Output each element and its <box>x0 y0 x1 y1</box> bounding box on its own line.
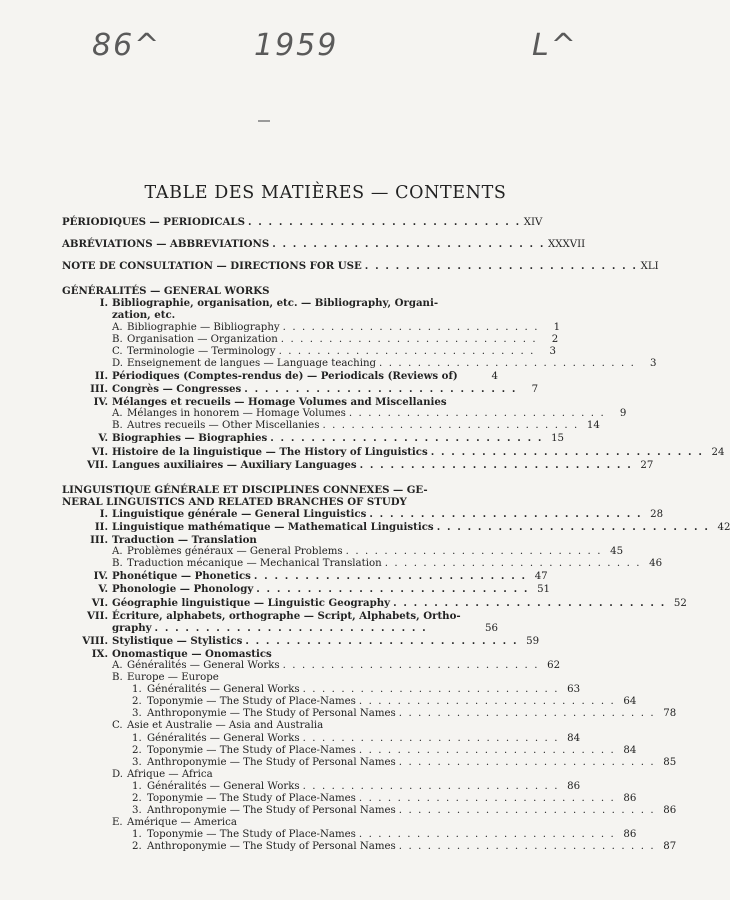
toc-entry-label: Anthroponymie — The Study of Personal Names <box>147 756 396 768</box>
toc-entry[interactable]: VI. Histoire de la linguistique — The History of Linguistics . . . . . . . . . . . . . . . . . . . . . . . . . . . 24 <box>91 445 725 458</box>
toc-subentry[interactable]: C. Asie et Australie — Asia and Australia <box>112 720 324 732</box>
toc-page-number: 59 <box>526 635 540 647</box>
toc-entry-continuation: zation, etc. <box>112 309 176 322</box>
toc-subsubentry[interactable]: 1. Généralités — General Works . . . . . . . . . . . . . . . . . . . . . . . . . . . 63 <box>132 684 581 696</box>
toc-entry-label: Mélanges in honorem — Homage Volumes <box>127 408 346 420</box>
toc-subsubentry[interactable]: 2. Toponymie — The Study of Place-Names . . . . . . . . . . . . . . . . . . . . . . . . . . . 64 <box>132 696 637 708</box>
toc-entry-label: Généralités — General Works <box>147 684 300 696</box>
toc-subentry[interactable]: B. Europe — Europe <box>112 672 219 684</box>
toc-page-number: 1 <box>553 321 561 333</box>
toc-subsubentry[interactable]: 3. Anthroponymie — The Study of Personal Names . . . . . . . . . . . . . . . . . . . . . . . . . . . 78 <box>132 708 677 720</box>
toc-entry-label: ABRÉVIATIONS — ABBREVIATIONS <box>62 238 270 251</box>
toc-entry[interactable]: VI. Géographie linguistique — Linguistic Geography . . . . . . . . . . . . . . . . . . . . . . . . . . . 52 <box>91 596 687 609</box>
toc-entry-continuation[interactable]: graphy . . . . . . . . . . . . . . . . . . . . . . . . . . . 56 <box>112 621 498 634</box>
toc-entry-label: Congrès — Congresses <box>112 383 242 396</box>
leader-dots: . . . . . . . . . . . . . . . . . . . . . . . . . . . <box>302 732 560 744</box>
toc-entry[interactable]: IV. Mélanges et recueils — Homage Volumes and Miscellanies <box>93 396 447 409</box>
leader-dots: . . . . . . . . . . . . . . . . . . . . . . . . . . . <box>282 321 540 333</box>
toc-entry-label: Europe — Europe <box>127 672 219 684</box>
toc-subentry[interactable]: B. Autres recueils — Other Miscellanies . . . . . . . . . . . . . . . . . . . . . . . . . . . 14 <box>112 420 600 432</box>
toc-entry-label: Périodiques (Comptes-rendus de) — Periodicals (Reviews of) <box>112 369 458 382</box>
toc-page-number: 15 <box>551 433 565 445</box>
toc-subentry[interactable]: E. Amérique — America <box>112 817 237 829</box>
toc-page-number: 86 <box>623 829 637 841</box>
toc-entry-label: Traduction mécanique — Mechanical Translation <box>127 558 382 570</box>
handwritten-note-left: 86^ <box>92 28 162 63</box>
table-of-contents <box>62 216 730 854</box>
leader-dots: . . . . . . . . . . . . . . . . . . . . . . . . . . . <box>154 621 428 634</box>
toc-subentry[interactable]: C. Terminologie — Terminology . . . . . . . . . . . . . . . . . . . . . . . . . . . 3 <box>112 345 556 357</box>
leader-dots: . . . . . . . . . . . . . . . . . . . . . . . . . . . <box>345 546 603 558</box>
leader-dots: . . . . . . . . . . . . . . . . . . . . . . . . . . . <box>393 596 666 609</box>
toc-entry-directions[interactable] <box>62 260 659 273</box>
leader-dots: . . . . . . . . . . . . . . . . . . . . . . . . . . . <box>436 520 710 533</box>
toc-subentry[interactable]: B. Traduction mécanique — Mechanical Translation . . . . . . . . . . . . . . . . . . . . . . . . . . . 46 <box>112 558 663 570</box>
toc-entry-label: Mélanges et recueils — Homage Volumes and Miscellanies <box>112 396 447 409</box>
leader-dots: . . . . . . . . . . . . . . . . . . . . . . . . . . . <box>322 420 579 432</box>
toc-entry-label: Histoire de la linguistique — The History of Linguistics <box>112 445 428 458</box>
toc-entry[interactable]: II. Périodiques (Comptes-rendus de) — Periodicals (Reviews of) 4 <box>94 369 498 382</box>
leader-dots: . . . . . . . . . . . . . . . . . . . . . . . . . . . <box>430 445 704 458</box>
toc-entry-label: Toponymie — The Study of Place-Names <box>147 829 356 841</box>
leader-dots: . . . . . . . . . . . . . . . . . . . . . . . . . . . <box>398 841 656 853</box>
section-heading-general-works: GÉNÉRALITÉS — GENERAL WORKS <box>62 285 270 298</box>
leader-dots: . . . . . . . . . . . . . . . . . . . . . . . . . . . <box>348 408 606 420</box>
toc-entry-label: Phonologie — Phonology <box>112 583 254 596</box>
toc-entry-label: Écriture, alphabets, orthographe — Script, Alphabets, Ortho- <box>112 609 461 622</box>
toc-subentry[interactable]: D. Afrique — Africa <box>112 768 213 780</box>
toc-entry-label: Autres recueils — Other Miscellanies <box>127 420 320 432</box>
toc-page-number: XLI <box>640 261 659 273</box>
toc-page-number: 86 <box>663 805 677 817</box>
toc-subentry[interactable]: A. Généralités — General Works . . . . . . . . . . . . . . . . . . . . . . . . . . . 62 <box>112 660 561 671</box>
toc-subentry[interactable]: A. Bibliographie — Bibliography . . . . . . . . . . . . . . . . . . . . . . . . . . . 1 <box>112 321 561 333</box>
toc-entry[interactable]: VIII. Stylistique — Stylistics . . . . . . . . . . . . . . . . . . . . . . . . . . . 59 <box>82 634 540 647</box>
toc-page-number: 56 <box>485 622 498 634</box>
toc-subsubentry[interactable]: 2. Toponymie — The Study of Place-Names . . . . . . . . . . . . . . . . . . . . . . . . . . . 86 <box>132 793 637 805</box>
toc-entry[interactable]: III. Congrès — Congresses . . . . . . . . . . . . . . . . . . . . . . . . . . . 7 <box>90 383 539 396</box>
leader-dots: . . . . . . . . . . . . . . . . . . . . . . . . . . . <box>379 357 636 369</box>
toc-entry-label: Géographie linguistique — Linguistic Geography <box>112 596 391 609</box>
toc-subsubentry[interactable]: 2. Toponymie — The Study of Place-Names . . . . . . . . . . . . . . . . . . . . . . . . . . . 84 <box>132 744 637 756</box>
toc-entry-label: Phonétique — Phonetics <box>112 570 251 583</box>
toc-entry-label: Traduction — Translation <box>112 534 257 547</box>
toc-page-number: 62 <box>547 660 561 671</box>
toc-entry-label: Anthroponymie — The Study of Personal Names <box>147 841 396 853</box>
toc-page-number: 24 <box>711 446 725 458</box>
toc-page-number: 45 <box>610 546 624 558</box>
leader-dots: . . . . . . . . . . . . . . . . . . . . . . . . . . . <box>359 458 633 471</box>
toc-entry[interactable]: VII. Écriture, alphabets, orthographe — Script, Alphabets, Ortho- <box>87 609 461 622</box>
toc-subsubentry[interactable]: 3. Anthroponymie — The Study of Personal Names . . . . . . . . . . . . . . . . . . . . . . . . . . . 86 <box>132 805 677 817</box>
toc-page-number: 84 <box>567 732 581 744</box>
toc-entry-label: Linguistique mathématique — Mathematical Linguistics <box>112 520 434 533</box>
toc-page-number: 84 <box>623 744 637 756</box>
toc-entry-label: Toponymie — The Study of Place-Names <box>147 744 356 756</box>
toc-page-number: 27 <box>640 459 654 471</box>
toc-entry-label: Bibliographie — Bibliography <box>127 321 280 333</box>
toc-subsubentry[interactable]: 1. Généralités — General Works . . . . . . . . . . . . . . . . . . . . . . . . . . . 86 <box>132 780 581 792</box>
toc-entry-label: Généralités — General Works <box>147 732 300 744</box>
toc-page-number: XIV <box>523 217 543 228</box>
toc-page-number: 87 <box>663 841 677 853</box>
toc-page-number: 64 <box>623 696 637 708</box>
toc-page-number: 85 <box>663 756 677 768</box>
leader-dots: . . . . . . . . . . . . . . . . . . . . . . . . . . . <box>398 805 656 817</box>
toc-subentry[interactable]: A. Problèmes généraux — General Problems . . . . . . . . . . . . . . . . . . . . . . . . . . . 45 <box>112 546 624 558</box>
toc-entry-label: PÉRIODIQUES — PERIODICALS <box>62 216 245 228</box>
toc-entry[interactable]: V. Biographies — Biographies . . . . . . . . . . . . . . . . . . . . . . . . . . . 15 <box>98 432 565 445</box>
toc-page-number: XXXVII <box>547 239 586 251</box>
toc-subsubentry[interactable]: 1. Généralités — General Works . . . . . . . . . . . . . . . . . . . . . . . . . . . 84 <box>132 732 581 744</box>
leader-dots: . . . . . . . . . . . . . . . . . . . . . . . . . . . <box>358 696 616 708</box>
toc-page-number: 3 <box>650 357 657 369</box>
toc-entry-label: Onomastique — Onomastics <box>112 647 272 660</box>
toc-page-number: 28 <box>650 508 664 520</box>
leader-dots: . . . . . . . . . . . . . . . . . . . . . . . . . . . <box>364 260 638 273</box>
toc-entry-label: Toponymie — The Study of Place-Names <box>147 793 356 805</box>
toc-page-number: 2 <box>551 333 559 345</box>
toc-entry-label: Anthroponymie — The Study of Personal Names <box>147 708 396 720</box>
toc-page-number: 86 <box>623 793 637 805</box>
toc-subsubentry[interactable]: 2. Anthroponymie — The Study of Personal Names . . . . . . . . . . . . . . . . . . . . . . . . . . . 87 <box>132 841 677 853</box>
toc-entry[interactable]: III. Traduction — Translation <box>90 534 257 547</box>
toc-entry-label: Enseignement de langues — Language teaching <box>127 357 377 369</box>
toc-page-number: 4 <box>491 370 498 382</box>
toc-entry[interactable]: I. Bibliographie, organisation, etc. — Bibliography, Organi- <box>99 297 439 310</box>
toc-entry-label: Biographies — Biographies <box>112 432 268 445</box>
toc-entry-label: Généralités — General Works <box>127 660 280 671</box>
toc-subentry[interactable]: D. Enseignement de langues — Language teaching . . . . . . . . . . . . . . . . . . . . . . . . . . . 3 <box>112 357 657 369</box>
toc-subsubentry[interactable]: 3. Anthroponymie — The Study of Personal Names . . . . . . . . . . . . . . . . . . . . . . . . . . . 85 <box>132 756 677 768</box>
leader-dots: . . . . . . . . . . . . . . . . . . . . . . . . . . . <box>282 660 540 671</box>
leader-dots: . . . . . . . . . . . . . . . . . . . . . . . . . . . <box>384 558 642 570</box>
toc-entry[interactable]: VII. Langues auxiliaires — Auxiliary Languages . . . . . . . . . . . . . . . . . . . . . . . . . . . 27 <box>87 458 654 471</box>
toc-entry[interactable]: II. Linguistique mathématique — Mathematical Linguistics . . . . . . . . . . . . . . . . . . . . . . . . . . . 42 <box>94 520 730 533</box>
toc-page-number: 47 <box>534 571 548 583</box>
toc-entry[interactable]: I. Linguistique générale — General Linguistics . . . . . . . . . . . . . . . . . . . . . . . . . . . 28 <box>99 507 664 520</box>
leader-dots: . . . . . . . . . . . . . . . . . . . . . . . . . . . <box>253 570 527 583</box>
toc-entry-label: Toponymie — The Study of Place-Names <box>147 696 356 708</box>
toc-page-number: 14 <box>586 420 600 432</box>
leader-dots: . . . . . . . . . . . . . . . . . . . . . . . . . . . <box>280 333 538 345</box>
leader-dots: . . . . . . . . . . . . . . . . . . . . . . . . . . . <box>247 216 521 228</box>
leader-dots: . . . . . . . . . . . . . . . . . . . . . . . . . . . <box>369 507 643 520</box>
toc-entry[interactable]: IV. Phonétique — Phonetics . . . . . . . . . . . . . . . . . . . . . . . . . . . 47 <box>93 570 548 583</box>
leader-dots: . . . . . . . . . . . . . . . . . . . . . . . . . . . <box>302 684 560 696</box>
toc-page-number: 63 <box>567 684 581 696</box>
leader-dots: . . . . . . . . . . . . . . . . . . . . . . . . . . . <box>245 634 519 647</box>
handwritten-note-right: L^ <box>532 28 578 63</box>
toc-page-number: 51 <box>537 584 551 596</box>
toc-entry-abbreviations[interactable] <box>62 238 586 251</box>
leader-dots: . . . . . . . . . . . . . . . . . . . . . . . . . . . <box>302 780 560 792</box>
leader-dots: . . . . . . . . . . . . . . . . . . . . . . . . . . . <box>244 383 518 396</box>
toc-entry-label: Stylistique — Stylistics <box>112 634 243 647</box>
leader-dots: . . . . . . . . . . . . . . . . . . . . . . . . . . . <box>398 756 656 768</box>
toc-entry-label: Problèmes généraux — General Problems <box>127 546 343 558</box>
toc-entry-label: Amérique — America <box>127 817 237 829</box>
toc-page-number: 3 <box>549 345 556 357</box>
leader-dots: . . . . . . . . . . . . . . . . . . . . . . . . . . . <box>398 708 656 720</box>
leader-dots: . . . . . . . . . . . . . . . . . . . . . . . . . . . <box>256 583 530 596</box>
toc-entry-label: Langues auxiliaires — Auxiliary Languages <box>112 458 357 471</box>
toc-entry-periodicals[interactable] <box>62 216 543 229</box>
leader-dots: . . . . . . . . . . . . . . . . . . . . . . . . . . . <box>270 432 544 445</box>
toc-entry-label: Terminologie — Terminology <box>127 345 276 357</box>
section-heading-general-linguistics: LINGUISTIQUE GÉNÉRALE ET DISCIPLINES CONNEXES — GE- <box>62 483 428 496</box>
toc-page-number: 9 <box>619 408 627 420</box>
toc-subentry[interactable]: A. Mélanges in honorem — Homage Volumes . . . . . . . . . . . . . . . . . . . . . . . . . . . 9 <box>112 408 627 420</box>
leader-dots: . . . . . . . . . . . . . . . . . . . . . . . . . . . <box>272 238 545 251</box>
leader-dots: . . . . . . . . . . . . . . . . . . . . . . . . . . . <box>358 744 616 756</box>
handwritten-note-year: 1959 <box>254 28 339 63</box>
page-title: TABLE DES MATIÈRES — CONTENTS <box>144 183 507 203</box>
toc-page-number: 7 <box>531 384 539 396</box>
toc-entry-label: Linguistique générale — General Linguistics <box>112 507 367 520</box>
section-heading-continuation: NERAL LINGUISTICS AND RELATED BRANCHES OF STUDY <box>62 495 407 508</box>
toc-subentry[interactable]: B. Organisation — Organization . . . . . . . . . . . . . . . . . . . . . . . . . . . 2 <box>112 333 559 345</box>
toc-page-number: 52 <box>673 597 687 609</box>
leader-dots: . . . . . . . . . . . . . . . . . . . . . . . . . . . <box>358 829 616 841</box>
toc-entry[interactable]: IX. Onomastique — Onomastics <box>91 647 272 660</box>
toc-page-number: 46 <box>649 558 663 570</box>
toc-page-number: 78 <box>663 708 677 720</box>
toc-entry-label: Bibliographie, organisation, etc. — Bibliography, Organi- <box>112 297 439 310</box>
toc-entry-label: Afrique — Africa <box>127 768 213 780</box>
print-mark <box>258 120 270 122</box>
toc-entry-label: Généralités — General Works <box>147 780 300 792</box>
toc-subsubentry[interactable]: 1. Toponymie — The Study of Place-Names . . . . . . . . . . . . . . . . . . . . . . . . . . . 86 <box>132 829 637 841</box>
toc-entry-label: Anthroponymie — The Study of Personal Names <box>147 805 396 817</box>
toc-entry[interactable]: V. Phonologie — Phonology . . . . . . . . . . . . . . . . . . . . . . . . . . . 51 <box>98 583 551 596</box>
toc-entry-label: Organisation — Organization <box>127 333 278 345</box>
toc-page-number: 42 <box>717 521 730 533</box>
toc-entry-label: Asie et Australie — Asia and Australia <box>127 720 324 732</box>
toc-entry-label: NOTE DE CONSULTATION — DIRECTIONS FOR USE <box>62 260 362 273</box>
toc-page-number: 86 <box>567 780 581 792</box>
leader-dots: . . . . . . . . . . . . . . . . . . . . . . . . . . . <box>358 793 616 805</box>
leader-dots: . . . . . . . . . . . . . . . . . . . . . . . . . . . <box>278 345 535 357</box>
